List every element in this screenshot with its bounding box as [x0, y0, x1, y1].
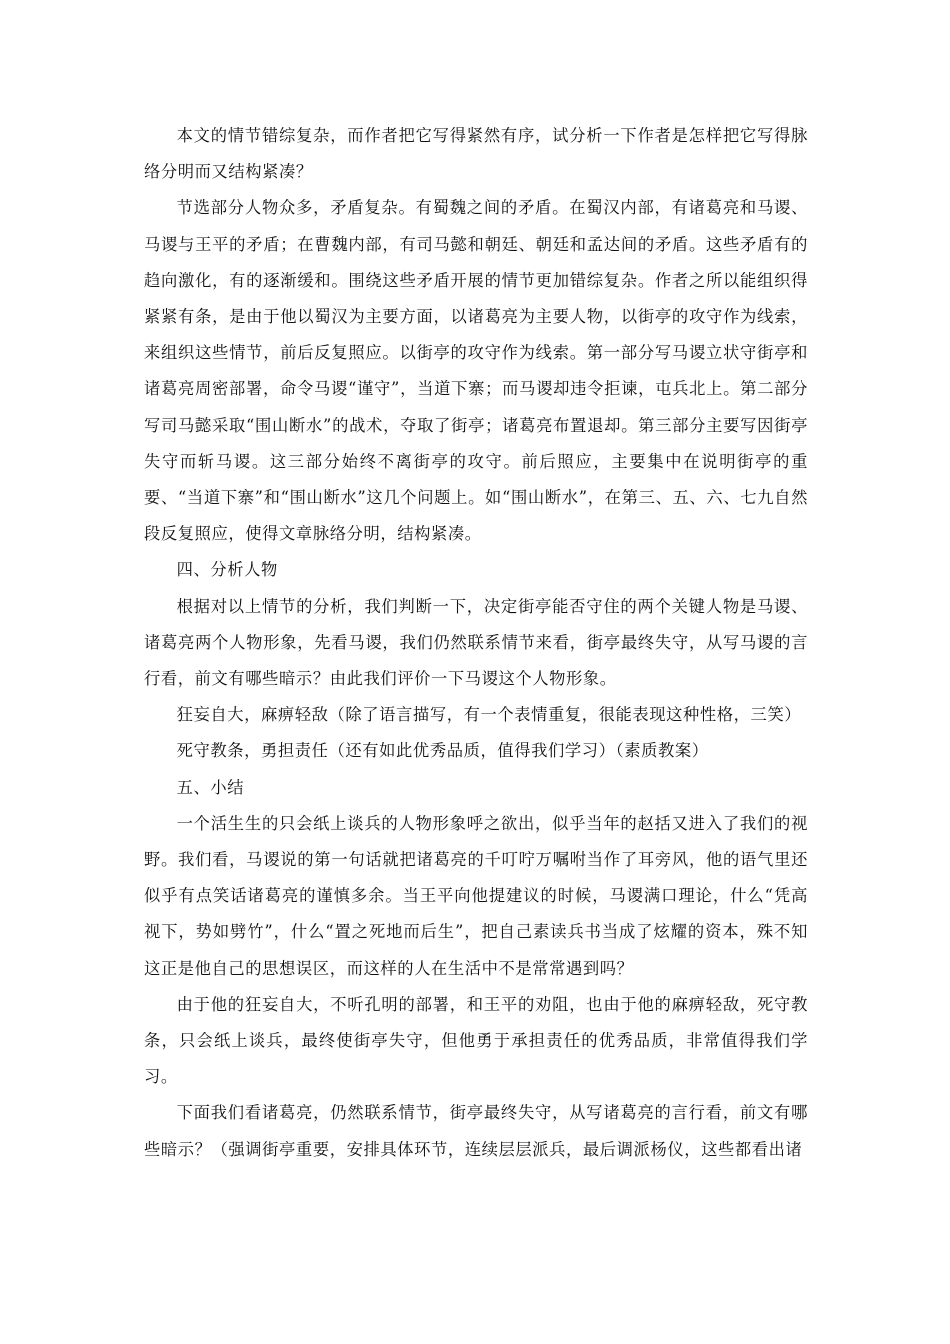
document-body [144, 118, 808, 1168]
section-heading-character-analysis: 四、分析人物 [176, 560, 278, 580]
paragraph-trait-arrogance: 狂妄自大，麻痹轻敌（除了语言描写，有一个表情重复，很能表现这种性格，三笑） [176, 705, 802, 725]
paragraph-summary-mashu: 一个活生生的只会纸上谈兵的人物形象呼之欲出，似乎当年的赵括又进入了我们的视野。我们看，马谡说的第一句话就把诸葛亮的千叮咛万嘱咐当作了耳旁风，他的语气里还似乎有点笑话诸葛亮的谨慎多余。当王平向他提建议的时候，马谡满口理论，什么“凭高视下，势如劈竹”，什么“置之死地而后生”，把自己素读兵书当成了炫耀的资本，殊不知这正是他自己的思想误区，而这样的人在生活中不是常常遇到吗？ [144, 813, 808, 978]
section-heading-summary: 五、小结 [176, 777, 245, 797]
paragraph-summary-conclusion: 由于他的狂妄自大，不听孔明的部署，和王平的劝阻，也由于他的麻痹轻敌，死守教条，只会纸上谈兵，最终使街亭失守，但他勇于承担责任的优秀品质，非常值得我们学习。 [144, 994, 808, 1087]
paragraph-trait-dogmatism: 死守教条，勇担责任（还有如此优秀品质，值得我们学习）（素质教案） [176, 741, 709, 761]
paragraph-question: 本文的情节错综复杂，而作者把它写得紧然有序，试分析一下作者是怎样把它写得脉络分明而又结构紧凑？ [144, 126, 808, 182]
paragraph-plot-analysis: 节选部分人物众多，矛盾复杂。有蜀魏之间的矛盾。在蜀汉内部，有诸葛亮和马谡、马谡与王平的矛盾；在曹魏内部，有司马懿和朝廷、朝廷和孟达间的矛盾。这些矛盾有的趋向激化，有的逐渐缓和。围绕这些矛盾开展的情节更加错综复杂。作者之所以能组织得紧紧有条，是由于他以蜀汉为主要方面，以诸葛亮为主要人物，以街亭的攻守作为线索，来组织这些情节，前后反复照应。以街亭的攻守作为线索。第一部分写马谡立状守街亭和诸葛亮周密部署，命令马谡“谨守”，当道下寨；而马谡却违令拒谏，屯兵北上。第二部分写司马懿采取“围山断水”的战术，夺取了街亭；诸葛亮布置退却。第三部分主要写因街亭失守而斩马谡。这三部分始终不离街亭的攻守。前后照应，主要集中在说明街亭的重要、“当道下寨”和“围山断水”这几个问题上。如“围山断水”，在第三、五、六、七九自然段反复照应，使得文章脉络分明，结构紧凑。 [144, 198, 808, 544]
paragraph-character-intro: 根据对以上情节的分析，我们判断一下，决定街亭能否守住的两个关键人物是马谡、诸葛亮两个人物形象，先看马谡，我们仍然联系情节来看，街亭最终失守，从写马谡的言行看，前文有哪些暗示？由此我们评价一下马谡这个人物形象。 [144, 596, 808, 689]
paragraph-zhuge-liang: 下面我们看诸葛亮，仍然联系情节，街亭最终失守，从写诸葛亮的言行看，前文有哪些暗示？（强调街亭重要，安排具体环节，连续层层派兵，最后调派杨仪，这些都看出诸 [144, 1103, 808, 1159]
